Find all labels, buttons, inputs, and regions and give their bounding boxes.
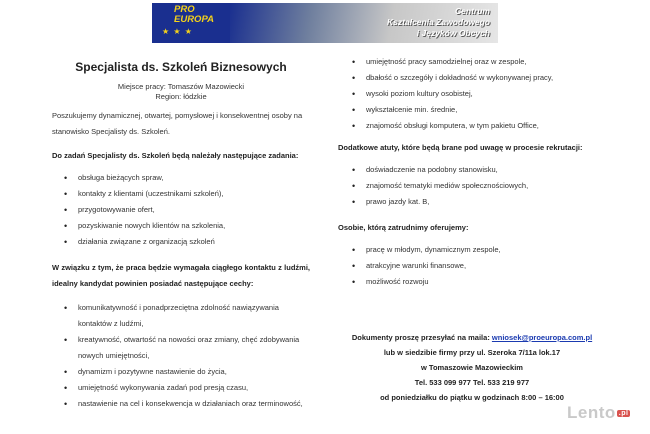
centrum-line: i Języków Obcych	[416, 28, 490, 38]
list-item: • dbałość o szczegóły i dokładność w wykonywanej pracy,	[352, 70, 598, 86]
pro-europa-logo	[174, 5, 214, 25]
list-item: • komunikatywność i ponadprzeciętna zdolność nawiązywania kontaktów z ludźmi,	[64, 300, 310, 332]
traits-header: W związku z tym, że praca będzie wymagała ciągłego kontaktu z ludźmi, idealny kandydat powinien posiadać następujące cechy:	[52, 263, 310, 288]
offer-header: Osobie, którą zatrudnimy oferujemy:	[338, 223, 469, 232]
job-title: Specjalista ds. Szkoleń Biznesowych	[75, 60, 287, 74]
contact-address: lub w siedzibie firmy przy ul. Szeroka 7/11a lok.17	[383, 348, 561, 357]
tasks-header: Do zadań Specjalisty ds. Szkoleń będą należały następujące zadania:	[52, 151, 299, 160]
list-item: • prawo jazdy kat. B,	[352, 194, 598, 210]
list-item: • pozyskiwanie nowych klientów na szkolenia,	[64, 218, 310, 234]
contact-phones: Tel. 533 099 977 Tel. 533 219 977	[414, 378, 530, 387]
list-item: • kontakty z klientami (uczestnikami szkoleń),	[64, 186, 310, 202]
list-item: • pracę w młodym, dynamicznym zespole,	[352, 242, 598, 258]
centrum-title	[387, 6, 490, 39]
logo-line1: PRO	[174, 4, 195, 15]
centrum-line: Kształcenia Zawodowego	[387, 17, 490, 27]
extras-header: Dodatkowe atuty, które będą brane pod uwagę w procesie rekrutacji:	[338, 143, 583, 152]
list-item: • atrakcyjne warunki finansowe,	[352, 258, 598, 274]
list-item: • umiejętność wykonywania zadań pod presją czasu,	[64, 380, 310, 396]
right-column	[338, 54, 598, 290]
list-item: • możliwość rozwoju	[352, 274, 598, 290]
contact-hours: od poniedziałku do piątku w godzinach 8:00 – 16:00	[380, 393, 564, 402]
list-item: • działania związane z organizacją szkoleń	[64, 234, 310, 250]
left-column	[52, 60, 310, 412]
email-link[interactable]: wniosek@proeuropa.com.pl	[491, 333, 593, 342]
offer-list	[352, 242, 598, 290]
job-place: Miejsce pracy: Tomaszów Mazowiecki	[117, 82, 245, 91]
list-item: • dynamizm i pozytywne nastawienie do życia,	[64, 364, 310, 380]
lento-watermark	[567, 403, 630, 423]
job-intro: Poszukujemy dynamicznej, otwartej, pomysłowej i konsekwentnej osoby na stanowisko Specjalisty ds. Szkoleń.	[52, 111, 303, 136]
job-region: Region: łódzkie	[155, 92, 207, 101]
contact-city: w Tomaszowie Mazowieckim	[421, 363, 523, 372]
traits-list-left	[64, 300, 310, 412]
list-item: • wysoki poziom kultury osobistej,	[352, 86, 598, 102]
contact-prefix: Dokumenty proszę przesyłać na maila:	[351, 333, 492, 342]
list-item: • wykształcenie min. średnie,	[352, 102, 598, 118]
list-item: • umiejętność pracy samodzielnej oraz w zespole,	[352, 54, 598, 70]
traits-list-right	[352, 54, 598, 134]
list-item: • nastawienie na cel i konsekwencja w działaniach oraz terminowość,	[64, 396, 310, 412]
list-item: • przygotowywanie ofert,	[64, 202, 310, 218]
watermark-text: Lento	[567, 403, 616, 422]
watermark-suffix: .pl	[618, 410, 629, 418]
extras-list	[352, 162, 598, 210]
list-item: • znajomość obsługi komputera, w tym pakietu Office,	[352, 118, 598, 134]
list-item: • obsługa bieżących spraw,	[64, 170, 310, 186]
list-item: • doświadczenie na podobny stanowisku,	[352, 162, 598, 178]
centrum-line: Centrum	[455, 6, 490, 16]
contact-block	[338, 330, 606, 405]
tasks-list	[64, 170, 310, 250]
contact-line-email	[338, 330, 606, 345]
eu-stars-icon: ★ ★ ★	[162, 27, 193, 36]
list-item: • znajomość tematyki mediów społecznościowych,	[352, 178, 598, 194]
logo-line2: EUROPA	[174, 14, 214, 25]
banner	[152, 3, 498, 43]
list-item: • kreatywność, otwartość na nowości oraz zmiany, chęć zdobywania nowych umiejętności,	[64, 332, 310, 364]
